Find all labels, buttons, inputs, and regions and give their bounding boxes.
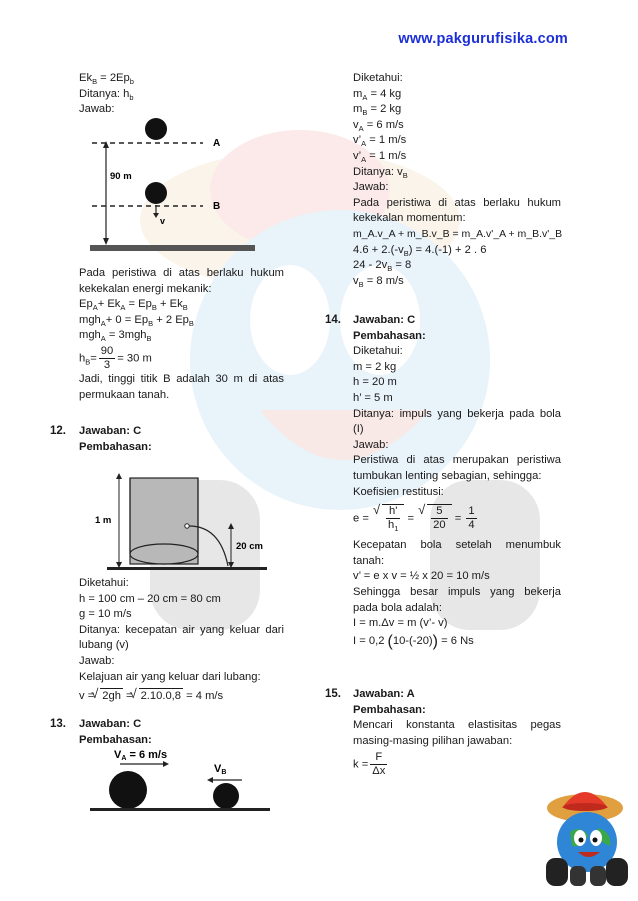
q15-pembahasan: Pembahasan:: [353, 703, 426, 716]
q12-h: h = 100 cm – 20 cm = 80 cm: [79, 592, 221, 605]
q11-eq2: $mgh_A+ 0 = Ep_B + 2$ $Ep_B$: [79, 313, 194, 329]
ball-a: [145, 118, 167, 140]
q14-text: Peristiwa di atas merupakan peristiwa tumbukan lenting sebagian, sehingga:: [353, 454, 561, 482]
q15-body: [353, 687, 561, 778]
q13-ditanya: Ditanya: $v_B$: [353, 165, 408, 180]
q13-diketahui: Diketahui:: [353, 72, 403, 84]
va-label: VA = 6 m/s: [114, 749, 168, 762]
q14-i1: I = m.Δv = m (v’- v): [353, 617, 448, 630]
water-tank-figure: [95, 468, 280, 578]
q15-eq: k = $\frac{F}{\Delta x}$: [353, 751, 386, 778]
jawab-label: Jawab:: [79, 103, 115, 116]
q13-eq2: $4.6 + 2.(-v_B) = 4.(-1) + 2$ . 6: [353, 243, 487, 258]
q12-diketahui: Diketahui:: [79, 577, 129, 589]
q14-diketahui: Diketahui:: [353, 345, 403, 358]
q14-number: 14.: [325, 314, 341, 326]
q14-i2: I = 0,2 (10-(-20)) = 6 Ns: [353, 632, 474, 650]
q14-eq-e: e = √ $\frac{h'}{h_1}$ = √ $\frac{5}{20}$ = $\frac{1}{4}$: [353, 504, 561, 532]
q15-text: Mencari konstanta elastisitas pegas masing-masing pilihan jawaban:: [353, 719, 561, 747]
q14-kecepatan: Kecepatan bola setelah menumbuk tanah:: [353, 539, 561, 567]
eq-ekb: $Ek_B = 2Ep_b$: [79, 72, 134, 87]
ditanya-hb: Ditanya: $h_b$: [79, 87, 134, 102]
q12-header: [79, 424, 284, 455]
q12-answer: Jawaban: C: [79, 425, 142, 437]
q13-va: $v_A = 6$ m/s: [353, 118, 404, 134]
label-1m: 1 m: [95, 515, 112, 526]
ground: [90, 245, 255, 251]
q13-jawab: Jawab:: [353, 181, 389, 194]
label-a: A: [213, 138, 221, 149]
q14-h: h = 20 m: [353, 376, 397, 389]
q11-eq4: $h_B=$ $\frac{90}{3}$ = 30 m: [79, 344, 152, 371]
q15-answer: Jawaban: A: [353, 688, 415, 700]
ball-b: [145, 182, 167, 204]
q14-answer: Jawaban: C: [353, 314, 416, 326]
height-label: 90 m: [110, 171, 132, 182]
q13-va-prime: $v’_A = 1$ m/s: [353, 134, 407, 149]
q14-h-prime: h’ = 5 m: [353, 391, 393, 404]
label-20cm: 20 cm: [236, 541, 263, 552]
q14-sehingga: Sehingga besar impuls yang bekerja pada bola adalah:: [353, 585, 561, 614]
q13-number: 13.: [50, 718, 66, 730]
site-url[interactable]: www.pakgurufisika.com: [398, 31, 568, 47]
ball-b: [213, 783, 239, 809]
q12-solution: [79, 576, 284, 705]
q14-ditanya: Ditanya: impuls yang bekerja pada bola (I): [353, 407, 561, 436]
q13-va-prime-2: $v’_A = 1$ m/s: [353, 149, 407, 165]
velocity-label: v: [160, 216, 166, 226]
floor: [107, 567, 267, 570]
q13-solution: [353, 71, 561, 289]
mascot-logo: [540, 780, 635, 890]
vb-label: VB: [214, 763, 227, 776]
q12-kelajuan: Kelajuan air yang keluar dari lubang:: [79, 670, 261, 683]
q13-eq3: $24 - 2v_B = 8$: [353, 259, 412, 274]
q11-conclusion: Jadi, tinggi titik B adalah 30 m di atas permukaan tanah.: [79, 372, 284, 401]
q13-header: [79, 717, 284, 748]
surface: [90, 808, 270, 811]
q12-eq: v =√ 2gh =√ 2.10.0,8 = 4 m/s: [79, 688, 284, 705]
q12-g: g = 10 m/s: [79, 608, 132, 621]
q14-pembahasan: Pembahasan:: [353, 329, 426, 342]
q12-pembahasan: Pembahasan:: [79, 440, 152, 453]
left-column: [79, 71, 284, 118]
q12-number: 12.: [50, 425, 66, 437]
q14-body: [353, 313, 561, 649]
q12-ditanya: Ditanya: kecepatan air yang keluar dari lubang (v): [79, 623, 284, 652]
q11-eq3: mgh$_A$ = 3mgh$_B$: [79, 329, 152, 344]
label-b: B: [213, 201, 221, 212]
q13-eq1: m_A.v_A + m_B.v_B = m_A.v'_A + m_B.v'_B: [353, 227, 563, 240]
q13-text: Pada peristiwa di atas berlaku hukum kekekalan momentum:: [353, 196, 561, 225]
q11-text: Pada peristiwa di atas berlaku hukum kekekalan energi mekanik:: [79, 267, 284, 295]
tank-bottom: [130, 544, 198, 564]
q14-v-prime: v’ = e x v = ½ x 20 = 10 m/s: [353, 570, 490, 583]
q13-eq4: $v_B = 8$ m/s: [353, 274, 404, 289]
q13-pembahasan: Pembahasan:: [79, 733, 152, 746]
q14-jawab: Jawab:: [353, 438, 389, 451]
q11-eq1: $Ep_A+ Ek_A = Ep_B + Ek_B$: [79, 298, 188, 313]
q13-ma: $m_A = 4$ kg: [353, 87, 402, 102]
q14-koef: Koefisien restitusi:: [353, 485, 444, 498]
q13-answer: Jawaban: C: [79, 718, 142, 730]
collision-figure: [90, 746, 280, 812]
falling-ball-figure: [88, 113, 278, 258]
q15-number: 15.: [325, 688, 341, 700]
ball-a: [109, 771, 147, 809]
q14-m: m = 2 kg: [353, 360, 397, 373]
hole: [185, 524, 189, 528]
q12-jawab: Jawab:: [79, 654, 115, 667]
q11-solution: [79, 266, 284, 403]
q13-mb: $m_B = 2$ kg: [353, 103, 402, 118]
